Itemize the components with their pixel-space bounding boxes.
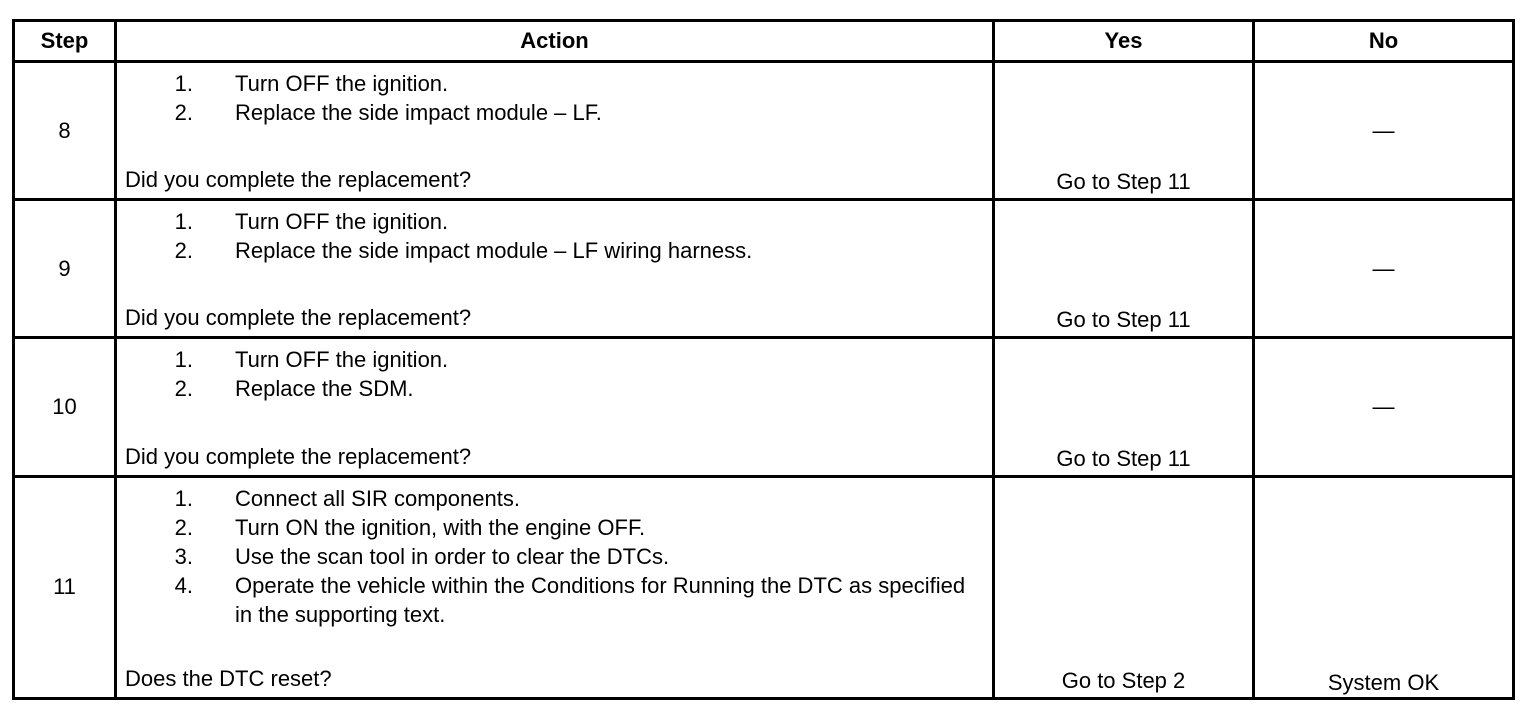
action-item xyxy=(125,98,984,127)
action-question: Did you complete the replacement? xyxy=(125,305,472,331)
action-item-text: Replace the side impact module – LF wiring harness. xyxy=(235,238,753,264)
action-item xyxy=(125,374,984,403)
action-item-number: 1. xyxy=(174,347,193,373)
action-item-text: Turn ON the ignition, with the engine OFF. xyxy=(235,514,646,540)
action-item xyxy=(125,69,984,98)
action-item-number: 2. xyxy=(174,238,193,264)
no-result: — xyxy=(1254,62,1514,200)
action-item-number: 1. xyxy=(174,485,193,511)
action-list xyxy=(125,484,984,629)
action-item xyxy=(125,542,984,571)
action-item-text: Replace the SDM. xyxy=(235,376,414,402)
table-row xyxy=(14,338,1514,476)
action-item xyxy=(125,207,984,236)
action-cell xyxy=(116,338,994,476)
action-item-number: 2. xyxy=(174,514,193,540)
action-item xyxy=(125,345,984,374)
action-item-number: 2. xyxy=(174,376,193,402)
action-cell xyxy=(116,476,994,698)
yes-result: Go to Step 11 xyxy=(1056,445,1191,471)
no-result: System OK xyxy=(1327,670,1440,695)
action-item-number: 1. xyxy=(174,71,193,96)
step-number: 8 xyxy=(14,62,116,200)
action-item-text: Turn OFF the ignition. xyxy=(235,71,449,96)
diagnostic-steps-table xyxy=(12,19,1515,700)
action-item-number: 3. xyxy=(174,543,193,569)
action-item-number: 4. xyxy=(174,572,193,598)
action-cell xyxy=(116,200,994,338)
action-cell xyxy=(116,62,994,200)
action-item-text: Turn OFF the ignition. xyxy=(235,209,449,235)
step-number: 10 xyxy=(14,338,116,476)
yes-cell xyxy=(994,200,1254,338)
yes-result: Go to Step 2 xyxy=(1061,668,1186,693)
action-question: Did you complete the replacement? xyxy=(125,443,472,469)
action-item-text: Replace the side impact module – LF. xyxy=(235,100,602,125)
step-number: 11 xyxy=(14,476,116,698)
yes-cell xyxy=(994,338,1254,476)
yes-cell xyxy=(994,62,1254,200)
action-question: Did you complete the replacement? xyxy=(125,167,472,193)
action-question: Does the DTC reset? xyxy=(125,666,332,691)
no-result: — xyxy=(1254,200,1514,338)
table-row xyxy=(14,476,1514,698)
action-item xyxy=(125,236,984,265)
header-action: Action xyxy=(116,21,994,62)
step-number: 9 xyxy=(14,200,116,338)
header-step: Step xyxy=(14,21,116,62)
action-list xyxy=(125,345,984,403)
header-row xyxy=(14,21,1514,62)
table-row xyxy=(14,200,1514,338)
yes-cell xyxy=(994,476,1254,698)
yes-result: Go to Step 11 xyxy=(1056,307,1191,333)
action-item xyxy=(125,513,984,542)
header-yes: Yes xyxy=(994,21,1254,62)
action-item-text: Connect all SIR components. xyxy=(235,485,520,511)
action-item-text: Use the scan tool in order to clear the DTCs. xyxy=(235,543,670,569)
table-row xyxy=(14,62,1514,200)
action-item-text: Operate the vehicle within the Conditions for Running the DTC as specified in the supporting text. xyxy=(235,572,966,627)
action-item-number: 2. xyxy=(174,100,193,125)
action-item-text: Turn OFF the ignition. xyxy=(235,347,449,373)
action-item xyxy=(125,484,984,513)
header-no: No xyxy=(1254,21,1514,62)
action-item-number: 1. xyxy=(174,209,193,235)
no-cell xyxy=(1254,476,1514,698)
action-item xyxy=(125,571,984,629)
action-list xyxy=(125,69,984,127)
no-result: — xyxy=(1254,338,1514,476)
action-list xyxy=(125,207,984,265)
yes-result: Go to Step 11 xyxy=(1056,169,1191,195)
